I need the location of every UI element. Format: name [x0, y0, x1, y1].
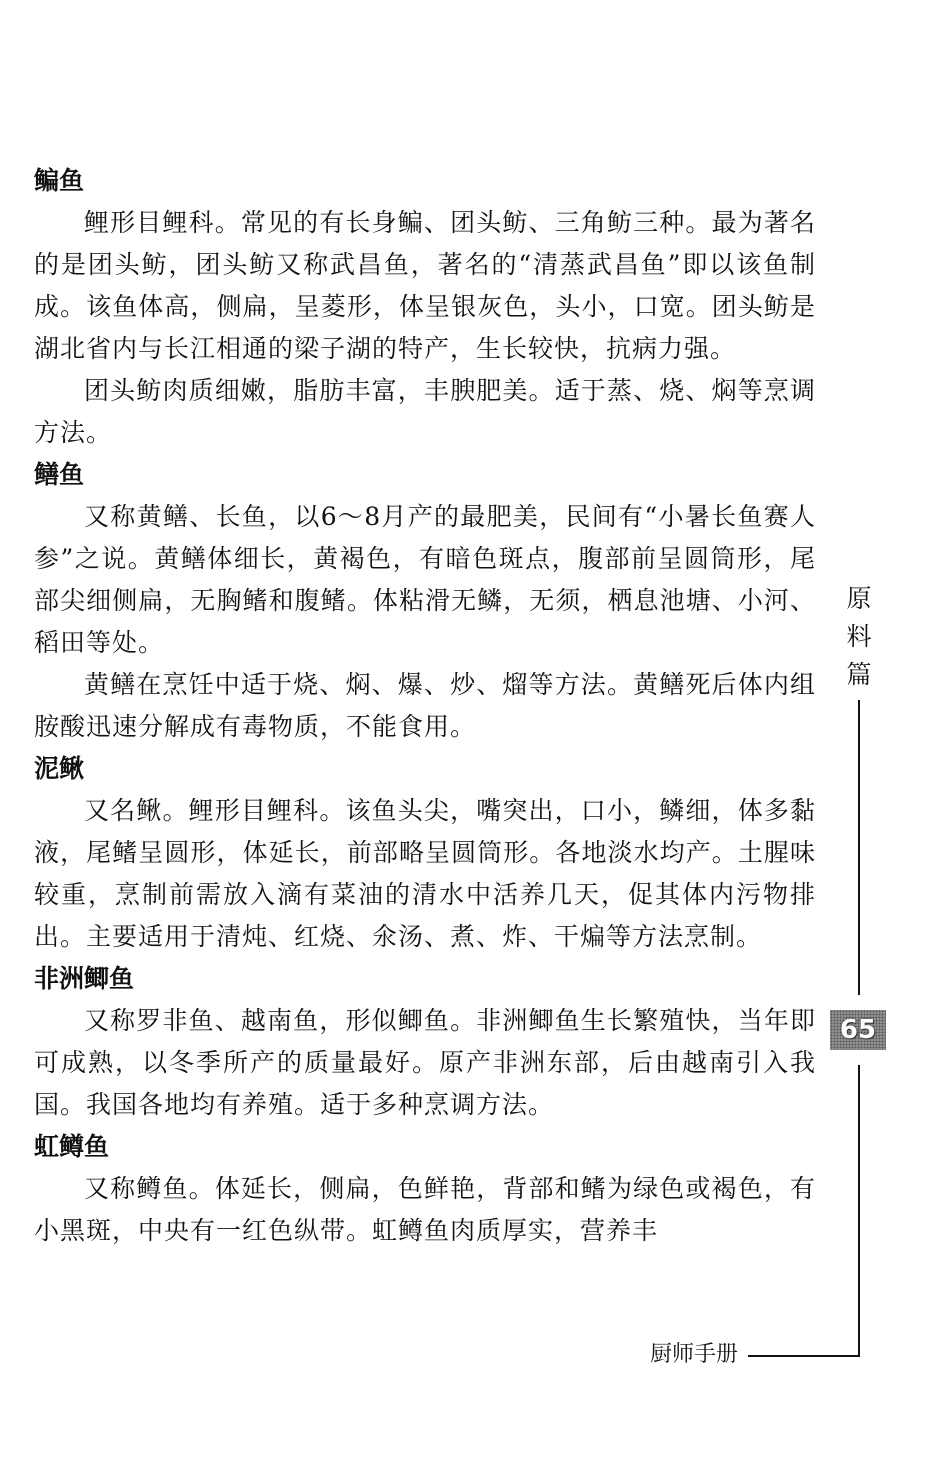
paragraph: 黄鳝在烹饪中适于烧、焖、爆、炒、熘等方法。黄鳝死后体内组胺酸迅速分解成有毒物质，不能食用。 — [34, 670, 816, 741]
paragraph: 又称罗非鱼、越南鱼，形似鲫鱼。非洲鲫鱼生长繁殖快，当年即可成熟，以冬季所产的质量最好。原产非洲东部，后由越南引入我国。我国各地均有养殖。适于多种烹调方法。 — [34, 1006, 816, 1119]
paragraph: 又称黄鳝、长鱼，以6～8月产的最肥美，民间有“小暑长鱼赛人参”之说。黄鳝体细长，黄褐色，有暗色斑点，腹部前呈圆筒形，尾部尖细侧扁，无胸鳍和腹鳍。体粘滑无鳞，无须，栖息池塘、小河、稻田等处。 — [34, 502, 816, 657]
margin-rule-bottom — [858, 1065, 860, 1355]
side-label-char: 料 — [846, 622, 872, 651]
side-label-char: 原 — [846, 584, 872, 613]
page-body — [34, 160, 816, 1252]
book-title-footer: 厨师手册 — [650, 1342, 739, 1367]
section-title: 虹鳟鱼 — [34, 1132, 110, 1161]
paragraph: 又名鳅。鲤形目鲤科。该鱼头尖，嘴突出，口小，鳞细，体多黏液，尾鳍呈圆形，体延长，前部略呈圆筒形。各地淡水均产。土腥味较重，烹制前需放入滴有菜油的清水中活养几天，促其体内污物排出。主要适用于清炖、红烧、氽汤、煮、炸、干煸等方法烹制。 — [34, 796, 816, 951]
margin-rule-top — [858, 700, 860, 995]
section-title: 泥鳅 — [34, 754, 85, 783]
section-title: 非洲鲫鱼 — [34, 964, 135, 993]
paragraph: 鲤形目鲤科。常见的有长身鳊、团头鲂、三角鲂三种。最为著名的是团头鲂，团头鲂又称武昌鱼，著名的“清蒸武昌鱼”即以该鱼制成。该鱼体高，侧扁，呈菱形，体呈银灰色，头小，口宽。团头鲂是湖北省内与长江相通的梁子湖的特产，生长较快，抗病力强。 — [34, 208, 816, 363]
section-title: 鳝鱼 — [34, 460, 85, 489]
chapter-side-label — [842, 580, 876, 694]
paragraph: 又称鳟鱼。体延长，侧扁，色鲜艳，背部和鳍为绿色或褐色，有小黑斑，中央有一红色纵带。虹鳟鱼肉质厚实，营养丰 — [34, 1174, 816, 1245]
footer-rule — [748, 1355, 860, 1357]
section-title: 鳊鱼 — [34, 166, 85, 195]
paragraph: 团头鲂肉质细嫩，脂肪丰富，丰腴肥美。适于蒸、烧、焖等烹调方法。 — [34, 376, 816, 447]
side-label-char: 篇 — [846, 660, 872, 689]
page-number: 65 — [830, 1010, 886, 1050]
